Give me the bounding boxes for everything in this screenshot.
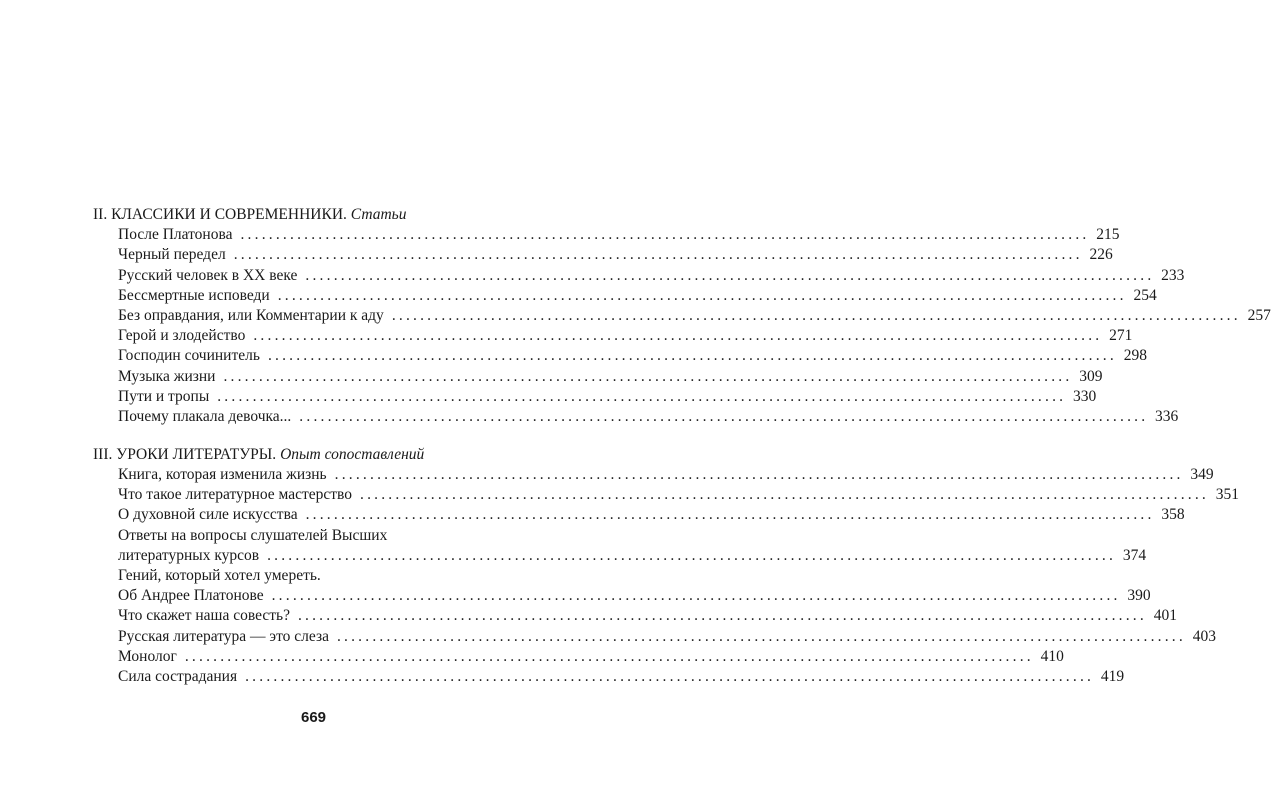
entry-title: Господин сочинитель <box>118 347 260 365</box>
entry-title: литературных курсов <box>118 546 260 564</box>
toc-entry <box>93 505 1185 525</box>
section-title: II. КЛАССИКИ И СОВРЕМЕННИКИ. <box>93 206 347 223</box>
entry-title: Гений, который хотел умереть. <box>118 567 321 584</box>
entry-title: Черный передел <box>118 246 226 264</box>
dot-leader: ........................................................................................................................ <box>245 667 1095 685</box>
entry-page: 336 <box>1155 407 1179 425</box>
toc-entry <box>93 366 1103 386</box>
entry-page: 390 <box>1127 587 1151 605</box>
dot-leader: ........................................................................................................................ <box>305 266 1155 284</box>
entry-title: Русская литература — это слеза <box>118 627 329 645</box>
dot-leader: ........................................................................................................................ <box>391 306 1241 324</box>
dot-leader: ........................................................................................................................ <box>271 587 1121 605</box>
dot-leader: ........................................................................................................................ <box>184 647 1034 665</box>
dot-leader: ........................................................................................................................ <box>299 407 1149 425</box>
toc-entry <box>93 326 1133 346</box>
section-subtitle: Статьи <box>350 206 407 223</box>
entry-page: 254 <box>1133 286 1157 304</box>
entry-title: О духовной силе искусства <box>118 506 298 524</box>
entry-page: 215 <box>1096 226 1120 244</box>
dot-leader: ........................................................................................................................ <box>223 367 1073 385</box>
toc-entry <box>93 647 1064 667</box>
entry-title: Монолог <box>118 647 177 665</box>
entry-title: После Платонова <box>118 226 233 244</box>
entry-title: Русский человек в XX веке <box>118 266 298 284</box>
toc-entry <box>93 245 1113 265</box>
toc-entry <box>93 225 1120 245</box>
entry-page: 403 <box>1192 627 1216 645</box>
dot-leader: ........................................................................................................................ <box>297 607 1147 625</box>
dot-leader: ........................................................................................................................ <box>217 387 1067 405</box>
toc-entry <box>93 465 1214 485</box>
entry-page: 233 <box>1161 266 1185 284</box>
dot-leader: ........................................................................................................................ <box>336 627 1186 645</box>
entry-page: 351 <box>1215 486 1239 504</box>
section-subtitle: Опыт сопоставлений <box>280 445 425 463</box>
entry-title: Герой и злодейство <box>118 327 246 345</box>
dot-leader: ........................................................................................................................ <box>267 347 1117 365</box>
entry-page: 419 <box>1100 667 1125 685</box>
entry-title: Почему плакала девочка... <box>118 407 292 425</box>
entry-title: Что такое литературное мастерство <box>118 486 352 504</box>
dot-leader: ........................................................................................................................ <box>360 486 1209 504</box>
entry-page: 309 <box>1079 367 1103 385</box>
toc-entry <box>93 606 1177 626</box>
dot-leader: ........................................................................................................................ <box>334 466 1184 484</box>
dot-leader: ........................................................................................................................ <box>277 286 1127 304</box>
entry-title: Сила сострадания <box>118 667 238 685</box>
toc-entry <box>93 346 1147 366</box>
section-heading <box>93 444 508 465</box>
toc-entry <box>93 407 1179 427</box>
entry-page: 358 <box>1161 506 1185 524</box>
toc-entry <box>93 387 1097 407</box>
dot-leader: ........................................................................................................................ <box>240 226 1090 244</box>
dot-leader: ........................................................................................................................ <box>305 506 1155 524</box>
toc-entry <box>93 546 1147 566</box>
entry-title: Книга, которая изменила жизнь <box>118 466 327 484</box>
entry-title: Об Андрее Платонове <box>118 587 264 605</box>
entry-title: Бессмертные исповеди <box>118 286 270 304</box>
entry-page: 374 <box>1122 546 1147 564</box>
toc-entry <box>93 525 508 545</box>
entry-page: 349 <box>1190 466 1214 484</box>
section-heading <box>93 204 508 225</box>
entry-title: Ответы на вопросы слушателей Высших <box>118 526 388 544</box>
toc-entry <box>93 265 1185 285</box>
section-title: III. УРОКИ ЛИТЕРАТУРЫ. <box>93 445 277 463</box>
toc-entry <box>93 626 1216 646</box>
entry-title: Пути и тропы <box>118 387 210 405</box>
dot-leader: ........................................................................................................................ <box>233 246 1083 264</box>
entry-page: 330 <box>1072 387 1097 405</box>
toc-section <box>93 204 1271 427</box>
toc-entry <box>93 586 1151 606</box>
toc-entry <box>93 485 1239 505</box>
entry-page: 226 <box>1089 246 1113 264</box>
toc-entry <box>93 286 1157 306</box>
dot-leader: ........................................................................................................................ <box>267 546 1117 564</box>
toc-entry <box>93 306 1271 326</box>
entry-page: 410 <box>1040 647 1064 665</box>
toc-entry <box>93 566 508 586</box>
toc-entry <box>93 667 1125 687</box>
entry-page: 271 <box>1109 327 1133 345</box>
table-of-contents <box>93 204 1271 687</box>
dot-leader: ........................................................................................................................ <box>253 327 1103 345</box>
toc-section <box>93 444 1239 687</box>
entry-page: 257 <box>1247 306 1271 324</box>
entry-page: 401 <box>1153 607 1177 625</box>
entry-title: Что скажет наша совесть? <box>118 607 290 625</box>
entry-title: Без оправдания, или Комментарии к аду <box>118 306 384 324</box>
entry-page: 298 <box>1123 347 1147 365</box>
entry-title: Музыка жизни <box>118 367 216 385</box>
page-number: 669 <box>300 709 327 726</box>
